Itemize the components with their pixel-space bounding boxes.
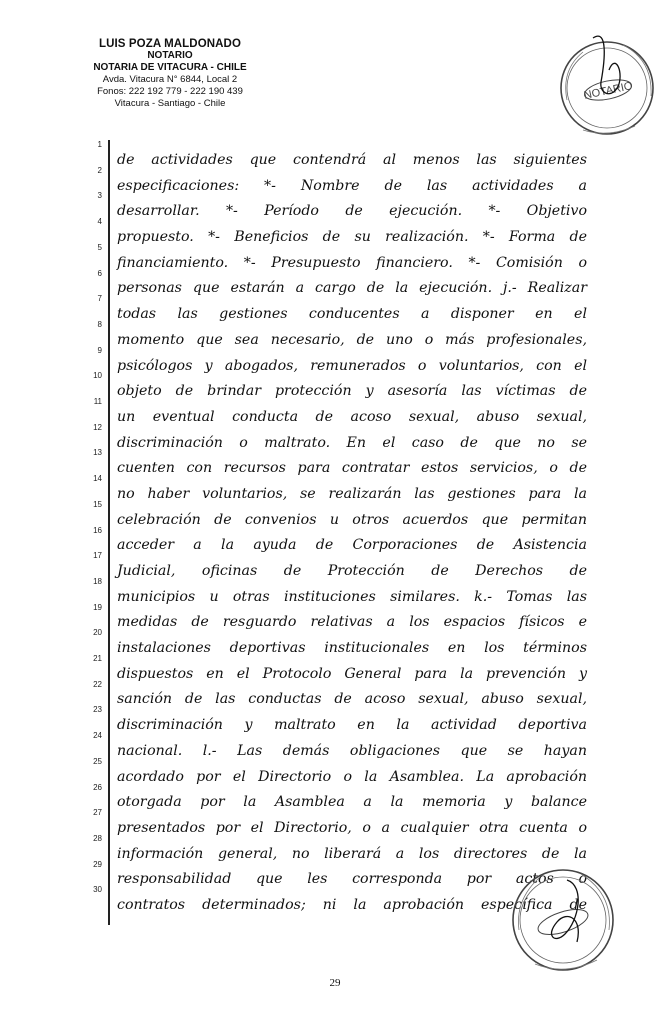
line-number: 17 bbox=[93, 551, 102, 561]
text-line: no haber voluntarios, se realizarán las gestiones para la bbox=[117, 485, 587, 502]
line-number: 3 bbox=[97, 191, 102, 201]
line-number: 14 bbox=[93, 474, 102, 484]
line-number: 27 bbox=[93, 808, 102, 818]
text-line: psicólogos y abogados, remunerados o voluntarios, con el bbox=[117, 357, 587, 374]
notary-city: Vitacura - Santiago - Chile bbox=[114, 98, 226, 109]
text-line: Judicial, oficinas de Protección de Derechos de bbox=[117, 563, 587, 579]
line-number: 2 bbox=[97, 165, 102, 175]
text-line: desarrollar. *- Período de ejecución. *- Objetivo bbox=[117, 203, 587, 220]
line-number: 10 bbox=[93, 371, 102, 381]
text-line: especificaciones: *- Nombre de las actividades a bbox=[117, 177, 587, 194]
text-line: de actividades que contendrá al menos las siguientes bbox=[117, 152, 587, 168]
line-number: 12 bbox=[93, 422, 102, 432]
text-line: objeto de brindar protección y asesoría las víctimas de bbox=[117, 383, 587, 400]
seal-center-text: NOTARIO bbox=[582, 79, 634, 102]
line-number: 9 bbox=[97, 345, 102, 355]
line-number: 28 bbox=[93, 833, 102, 843]
line-number: 24 bbox=[93, 731, 102, 741]
text-line: todas las gestiones conducentes a disponer en el bbox=[117, 306, 587, 323]
line-number: 7 bbox=[97, 294, 102, 304]
line-number: 8 bbox=[97, 319, 102, 329]
line-number: 26 bbox=[93, 782, 102, 792]
line-number: 4 bbox=[97, 217, 102, 227]
text-line: financiamiento. *- Presupuesto financiero. *- Comisión o bbox=[117, 254, 587, 271]
text-line: momento que sea necesario, de uno o más profesionales, bbox=[117, 331, 587, 348]
text-line: celebración de convenios u otros acuerdos que permitan bbox=[117, 511, 587, 528]
notary-header bbox=[70, 38, 270, 110]
line-number: 25 bbox=[93, 756, 102, 766]
text-line: municipios u otras instituciones similares. k.- Tomas las bbox=[117, 588, 587, 605]
text-line: presentados por el Directorio, o a cualquier otra cuenta o bbox=[117, 819, 587, 836]
text-line: dispuestos en el Protocolo General para la prevención y bbox=[117, 665, 587, 682]
line-number: 22 bbox=[93, 679, 102, 689]
line-number: 18 bbox=[93, 576, 102, 586]
text-line: otorgada por la Asamblea a la memoria y balance bbox=[117, 794, 587, 811]
text-line: un eventual conducta de acoso sexual, abuso sexual, bbox=[117, 408, 587, 425]
text-line: contratos determinados; ni la aprobación específica de bbox=[117, 896, 587, 913]
line-number: 15 bbox=[93, 499, 102, 509]
notary-role: NOTARIO bbox=[147, 50, 193, 61]
text-line: información general, no liberará a los directores de la bbox=[117, 845, 587, 862]
text-line: discriminación y maltrato en la actividad deportiva bbox=[117, 717, 587, 734]
text-line: acceder a la ayuda de Corporaciones de Asistencia bbox=[117, 537, 587, 554]
line-number: 30 bbox=[93, 885, 102, 895]
text-line: discriminación o maltrato. En el caso de que no se bbox=[117, 434, 587, 451]
margin-rule bbox=[108, 140, 110, 925]
line-number: 5 bbox=[97, 242, 102, 252]
notary-office: NOTARIA DE VITACURA - CHILE bbox=[93, 62, 247, 73]
text-line: medidas de resguardo relativas a los espacios físicos e bbox=[117, 614, 587, 631]
line-number: 29 bbox=[93, 859, 102, 869]
notary-name: LUIS POZA MALDONADO bbox=[98, 38, 242, 50]
line-number: 13 bbox=[93, 448, 102, 458]
line-number: 6 bbox=[97, 268, 102, 278]
text-line: instalaciones deportivas institucionales en los términos bbox=[117, 640, 587, 657]
line-number: 19 bbox=[93, 602, 102, 612]
notary-seal-bottom bbox=[505, 860, 620, 980]
text-line: acordado por el Directorio o la Asamblea. La aprobación bbox=[117, 768, 587, 785]
line-number: 16 bbox=[93, 525, 102, 535]
notary-seal-top bbox=[553, 30, 661, 142]
page-number: 29 bbox=[329, 977, 341, 989]
line-number: 23 bbox=[93, 705, 102, 715]
document-body bbox=[117, 148, 587, 919]
notary-phones: Fonos: 222 192 779 - 222 190 439 bbox=[97, 86, 243, 97]
text-line: sanción de las conductas de acoso sexual, abuso sexual, bbox=[117, 691, 587, 708]
line-number: 11 bbox=[93, 397, 102, 406]
text-line: responsabilidad que les corresponda por actos o bbox=[117, 871, 587, 888]
text-line: cuenten con recursos para contratar estos servicios, o de bbox=[117, 460, 587, 477]
line-number: 1 bbox=[97, 140, 102, 149]
text-line: nacional. l.- Las demás obligaciones que se hayan bbox=[117, 742, 587, 759]
line-number: 21 bbox=[93, 654, 102, 663]
line-number: 20 bbox=[93, 628, 102, 638]
text-line: propuesto. *- Beneficios de su realización. *- Forma de bbox=[117, 229, 587, 246]
text-line: personas que estarán a cargo de la ejecución. j.- Realizar bbox=[117, 280, 587, 297]
notary-address: Avda. Vitacura N° 6844, Local 2 bbox=[102, 74, 238, 85]
